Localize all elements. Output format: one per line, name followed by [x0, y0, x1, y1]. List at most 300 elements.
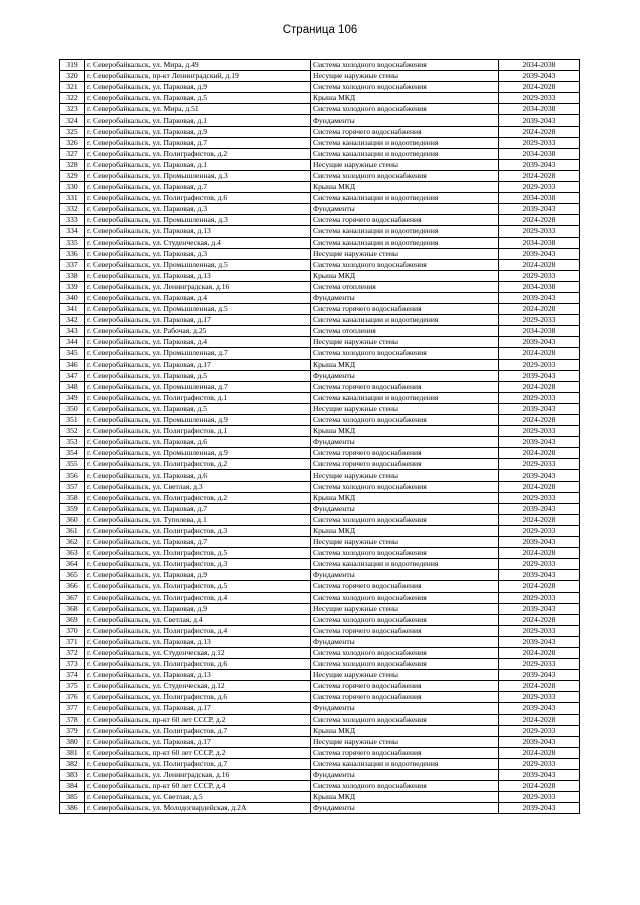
period-cell: 2039-2043	[499, 670, 580, 681]
row-number: 328	[60, 159, 85, 170]
period-cell: 2039-2043	[499, 71, 580, 82]
system-cell: Система холодного водоснабжения	[311, 714, 499, 725]
table-row	[60, 93, 580, 104]
row-number: 383	[60, 770, 85, 781]
address-cell: г. Северобайкальск, ул. Парковая, д.7	[85, 137, 311, 148]
period-cell: 2029-2033	[499, 559, 580, 570]
table-row	[60, 437, 580, 448]
system-cell: Система горячего водоснабжения	[311, 681, 499, 692]
table-row	[60, 636, 580, 647]
period-cell: 2029-2033	[499, 315, 580, 326]
address-cell: г. Северобайкальск, ул. Ленинградская, д.16	[85, 770, 311, 781]
address-cell: г. Северобайкальск, ул. Молодогвардейская, д.2А	[85, 803, 311, 814]
address-cell: г. Северобайкальск, ул. Полиграфистов, д.2	[85, 148, 311, 159]
period-cell: 2034-2038	[499, 148, 580, 159]
system-cell: Система канализации и водоотведения	[311, 226, 499, 237]
row-number: 378	[60, 714, 85, 725]
address-cell: г. Северобайкальск, ул. Полиграфистов, д.2	[85, 459, 311, 470]
address-cell: г. Северобайкальск, пр-кт 60 лет СССР, д.4	[85, 781, 311, 792]
address-cell: г. Северобайкальск, ул. Полиграфистов, д.1	[85, 392, 311, 403]
row-number: 350	[60, 403, 85, 414]
row-number: 366	[60, 581, 85, 592]
system-cell: Система горячего водоснабжения	[311, 747, 499, 758]
period-cell: 2039-2043	[499, 370, 580, 381]
address-cell: г. Северобайкальск, ул. Промышленная, д.3	[85, 215, 311, 226]
table-row	[60, 193, 580, 204]
table-row	[60, 403, 580, 414]
row-number: 359	[60, 503, 85, 514]
table-row	[60, 182, 580, 193]
row-number: 336	[60, 248, 85, 259]
address-cell: г. Северобайкальск, ул. Парковая, д.1	[85, 159, 311, 170]
period-cell: 2039-2043	[499, 115, 580, 126]
address-cell: г. Северобайкальск, ул. Мира, д.51	[85, 104, 311, 115]
system-cell: Система холодного водоснабжения	[311, 592, 499, 603]
table-row	[60, 459, 580, 470]
system-cell: Фундаменты	[311, 437, 499, 448]
table-row	[60, 426, 580, 437]
system-cell: Несущие наружные стены	[311, 537, 499, 548]
table-row	[60, 614, 580, 625]
table-row	[60, 492, 580, 503]
system-cell: Система канализации и водоотведения	[311, 758, 499, 769]
table-row	[60, 170, 580, 181]
row-number: 353	[60, 437, 85, 448]
period-cell: 2024-2028	[499, 514, 580, 525]
row-number: 380	[60, 736, 85, 747]
period-cell: 2029-2033	[499, 137, 580, 148]
address-cell: г. Северобайкальск, ул. Рабочая, д.25	[85, 326, 311, 337]
period-cell: 2024-2028	[499, 126, 580, 137]
period-cell: 2029-2033	[499, 392, 580, 403]
system-cell: Фундаменты	[311, 204, 499, 215]
system-cell: Фундаменты	[311, 115, 499, 126]
row-number: 355	[60, 459, 85, 470]
table-row	[60, 603, 580, 614]
period-cell: 2029-2033	[499, 758, 580, 769]
system-cell: Крыша МКД	[311, 492, 499, 503]
table-row	[60, 392, 580, 403]
system-cell: Система холодного водоснабжения	[311, 481, 499, 492]
address-cell: г. Северобайкальск, ул. Светлая, д.4	[85, 614, 311, 625]
address-cell: г. Северобайкальск, ул. Полиграфистов, д.2	[85, 492, 311, 503]
system-cell: Фундаменты	[311, 292, 499, 303]
system-cell: Система холодного водоснабжения	[311, 415, 499, 426]
row-number: 365	[60, 570, 85, 581]
row-number: 325	[60, 126, 85, 137]
table-row	[60, 803, 580, 814]
address-cell: г. Северобайкальск, ул. Парковая, д.6	[85, 437, 311, 448]
table-body	[60, 60, 580, 814]
address-cell: г. Северобайкальск, ул. Парковая, д.5	[85, 370, 311, 381]
system-cell: Фундаменты	[311, 803, 499, 814]
row-number: 334	[60, 226, 85, 237]
address-cell: г. Северобайкальск, ул. Парковая, д.13	[85, 226, 311, 237]
period-cell: 2024-2028	[499, 170, 580, 181]
address-cell: г. Северобайкальск, ул. Полиграфистов, д.7	[85, 725, 311, 736]
row-number: 333	[60, 215, 85, 226]
system-cell: Фундаменты	[311, 503, 499, 514]
address-cell: г. Северобайкальск, ул. Полиграфистов, д.3	[85, 559, 311, 570]
system-cell: Система канализации и водоотведения	[311, 193, 499, 204]
address-cell: г. Северобайкальск, ул. Промышленная, д.3	[85, 170, 311, 181]
address-cell: г. Северобайкальск, ул. Полиграфистов, д.7	[85, 758, 311, 769]
system-cell: Несущие наружные стены	[311, 603, 499, 614]
row-number: 371	[60, 636, 85, 647]
system-cell: Система отопления	[311, 281, 499, 292]
row-number: 338	[60, 270, 85, 281]
period-cell: 2029-2033	[499, 625, 580, 636]
system-cell: Крыша МКД	[311, 270, 499, 281]
row-number: 348	[60, 381, 85, 392]
row-number: 346	[60, 359, 85, 370]
period-cell: 2029-2033	[499, 359, 580, 370]
period-cell: 2039-2043	[499, 570, 580, 581]
table-row	[60, 226, 580, 237]
system-cell: Система холодного водоснабжения	[311, 104, 499, 115]
address-cell: г. Северобайкальск, ул. Парковая, д.7	[85, 537, 311, 548]
row-number: 337	[60, 259, 85, 270]
address-cell: г. Северобайкальск, ул. Студенческая, д.12	[85, 647, 311, 658]
address-cell: г. Северобайкальск, ул. Парковая, д.7	[85, 503, 311, 514]
row-number: 360	[60, 514, 85, 525]
row-number: 321	[60, 82, 85, 93]
system-cell: Система холодного водоснабжения	[311, 781, 499, 792]
table-row	[60, 237, 580, 248]
row-number: 322	[60, 93, 85, 104]
address-cell: г. Северобайкальск, ул. Парковая, д.5	[85, 93, 311, 104]
table-row	[60, 204, 580, 215]
row-number: 386	[60, 803, 85, 814]
table-row	[60, 725, 580, 736]
row-number: 332	[60, 204, 85, 215]
period-cell: 2039-2043	[499, 636, 580, 647]
address-cell: г. Северобайкальск, ул. Парковая, д.9	[85, 126, 311, 137]
address-cell: г. Северобайкальск, ул. Парковая, д.17	[85, 703, 311, 714]
table-row	[60, 592, 580, 603]
row-number: 319	[60, 60, 85, 71]
period-cell: 2039-2043	[499, 603, 580, 614]
row-number: 329	[60, 170, 85, 181]
table-row	[60, 159, 580, 170]
period-cell: 2024-2028	[499, 681, 580, 692]
table-row	[60, 71, 580, 82]
period-cell: 2039-2043	[499, 248, 580, 259]
period-cell: 2024-2028	[499, 781, 580, 792]
row-number: 324	[60, 115, 85, 126]
table-row	[60, 747, 580, 758]
system-cell: Система холодного водоснабжения	[311, 348, 499, 359]
address-cell: г. Северобайкальск, ул. Парковая, д.6	[85, 470, 311, 481]
period-cell: 2039-2043	[499, 337, 580, 348]
period-cell: 2029-2033	[499, 182, 580, 193]
table-row	[60, 581, 580, 592]
row-number: 373	[60, 659, 85, 670]
table-row	[60, 659, 580, 670]
table-row	[60, 315, 580, 326]
table-row	[60, 215, 580, 226]
address-cell: г. Северобайкальск, ул. Полиграфистов, д.5	[85, 548, 311, 559]
system-cell: Крыша МКД	[311, 359, 499, 370]
address-cell: г. Северобайкальск, ул. Промышленная, д.5	[85, 259, 311, 270]
address-cell: г. Северобайкальск, ул. Светлая, д.3	[85, 481, 311, 492]
system-cell: Крыша МКД	[311, 182, 499, 193]
period-cell: 2039-2043	[499, 736, 580, 747]
page-title: Страница 106	[282, 24, 358, 36]
address-cell: г. Северобайкальск, ул. Промышленная, д.9	[85, 415, 311, 426]
system-cell: Крыша МКД	[311, 93, 499, 104]
system-cell: Система канализации и водоотведения	[311, 315, 499, 326]
address-cell: г. Северобайкальск, ул. Парковая, д.13	[85, 270, 311, 281]
address-cell: г. Северобайкальск, ул. Парковая, д.9	[85, 570, 311, 581]
address-cell: г. Северобайкальск, ул. Студенческая, д.4	[85, 237, 311, 248]
row-number: 327	[60, 148, 85, 159]
period-cell: 2034-2038	[499, 326, 580, 337]
system-cell: Крыша МКД	[311, 725, 499, 736]
address-cell: г. Северобайкальск, ул. Мира, д.49	[85, 60, 311, 71]
table-row	[60, 792, 580, 803]
table-row	[60, 292, 580, 303]
system-cell: Фундаменты	[311, 770, 499, 781]
address-cell: г. Северобайкальск, ул. Парковая, д.13	[85, 636, 311, 647]
period-cell: 2039-2043	[499, 703, 580, 714]
system-cell: Несущие наружные стены	[311, 470, 499, 481]
system-cell: Крыша МКД	[311, 426, 499, 437]
row-number: 339	[60, 281, 85, 292]
address-cell: г. Северобайкальск, пр-кт 60 лет СССР, д.2	[85, 714, 311, 725]
period-cell: 2029-2033	[499, 659, 580, 670]
table-row	[60, 337, 580, 348]
address-cell: г. Северобайкальск, ул. Туполева, д.1	[85, 514, 311, 525]
row-number: 375	[60, 681, 85, 692]
address-cell: г. Северобайкальск, ул. Студенческая, д.12	[85, 681, 311, 692]
table-row	[60, 348, 580, 359]
system-cell: Система горячего водоснабжения	[311, 692, 499, 703]
system-cell: Система горячего водоснабжения	[311, 381, 499, 392]
period-cell: 2024-2028	[499, 304, 580, 315]
system-cell: Крыша МКД	[311, 525, 499, 536]
table-row	[60, 448, 580, 459]
row-number: 345	[60, 348, 85, 359]
system-cell: Несущие наружные стены	[311, 248, 499, 259]
address-cell: г. Северобайкальск, ул. Парковая, д.3	[85, 204, 311, 215]
row-number: 370	[60, 625, 85, 636]
table-row	[60, 270, 580, 281]
repair-schedule-table	[59, 59, 580, 814]
address-cell: г. Северобайкальск, ул. Промышленная, д.9	[85, 448, 311, 459]
row-number: 385	[60, 792, 85, 803]
system-cell: Система холодного водоснабжения	[311, 259, 499, 270]
period-cell: 2029-2033	[499, 93, 580, 104]
table-row	[60, 60, 580, 71]
system-cell: Система канализации и водоотведения	[311, 148, 499, 159]
period-cell: 2034-2038	[499, 281, 580, 292]
system-cell: Система холодного водоснабжения	[311, 514, 499, 525]
address-cell: г. Северобайкальск, ул. Полиграфистов, д.4	[85, 625, 311, 636]
period-cell: 2039-2043	[499, 403, 580, 414]
table-row	[60, 681, 580, 692]
table-row	[60, 248, 580, 259]
row-number: 358	[60, 492, 85, 503]
address-cell: г. Северобайкальск, ул. Парковая, д.9	[85, 603, 311, 614]
table-row	[60, 736, 580, 747]
system-cell: Система холодного водоснабжения	[311, 170, 499, 181]
table-row	[60, 714, 580, 725]
address-cell: г. Северобайкальск, ул. Парковая, д.3	[85, 248, 311, 259]
system-cell: Система горячего водоснабжения	[311, 581, 499, 592]
row-number: 361	[60, 525, 85, 536]
system-cell: Система горячего водоснабжения	[311, 459, 499, 470]
row-number: 347	[60, 370, 85, 381]
row-number: 349	[60, 392, 85, 403]
row-number: 377	[60, 703, 85, 714]
period-cell: 2024-2028	[499, 381, 580, 392]
address-cell: г. Северобайкальск, ул. Полиграфистов, д.6	[85, 692, 311, 703]
address-cell: г. Северобайкальск, ул. Полиграфистов, д.5	[85, 581, 311, 592]
address-cell: г. Северобайкальск, пр-кт 60 лет СССР, д.2	[85, 747, 311, 758]
system-cell: Система канализации и водоотведения	[311, 237, 499, 248]
row-number: 340	[60, 292, 85, 303]
row-number: 356	[60, 470, 85, 481]
period-cell: 2029-2033	[499, 226, 580, 237]
table-row	[60, 137, 580, 148]
system-cell: Система канализации и водоотведения	[311, 137, 499, 148]
system-cell: Система холодного водоснабжения	[311, 82, 499, 93]
row-number: 381	[60, 747, 85, 758]
system-cell: Несущие наружные стены	[311, 736, 499, 747]
period-cell: 2029-2033	[499, 792, 580, 803]
row-number: 362	[60, 537, 85, 548]
period-cell: 2034-2038	[499, 60, 580, 71]
table-row	[60, 104, 580, 115]
table-row	[60, 758, 580, 769]
system-cell: Система канализации и водоотведения	[311, 392, 499, 403]
period-cell: 2039-2043	[499, 503, 580, 514]
period-cell: 2024-2028	[499, 259, 580, 270]
system-cell: Несущие наружные стены	[311, 337, 499, 348]
period-cell: 2024-2028	[499, 747, 580, 758]
system-cell: Несущие наружные стены	[311, 670, 499, 681]
table-row	[60, 259, 580, 270]
period-cell: 2039-2043	[499, 803, 580, 814]
address-cell: г. Северобайкальск, ул. Парковая, д.17	[85, 359, 311, 370]
address-cell: г. Северобайкальск, ул. Полиграфистов, д.6	[85, 659, 311, 670]
system-cell: Фундаменты	[311, 703, 499, 714]
system-cell: Фундаменты	[311, 570, 499, 581]
address-cell: г. Северобайкальск, ул. Парковая, д.9	[85, 82, 311, 93]
table-row	[60, 304, 580, 315]
row-number: 382	[60, 758, 85, 769]
table-row	[60, 559, 580, 570]
table-row	[60, 126, 580, 137]
period-cell: 2034-2038	[499, 237, 580, 248]
table-row	[60, 415, 580, 426]
period-cell: 2024-2028	[499, 481, 580, 492]
row-number: 351	[60, 415, 85, 426]
table-row	[60, 470, 580, 481]
table-row	[60, 548, 580, 559]
row-number: 343	[60, 326, 85, 337]
row-number: 341	[60, 304, 85, 315]
period-cell: 2039-2043	[499, 470, 580, 481]
row-number: 376	[60, 692, 85, 703]
period-cell: 2024-2028	[499, 348, 580, 359]
row-number: 352	[60, 426, 85, 437]
address-cell: г. Северобайкальск, ул. Промышленная, д.7	[85, 381, 311, 392]
row-number: 320	[60, 71, 85, 82]
system-cell: Система горячего водоснабжения	[311, 448, 499, 459]
address-cell: г. Северобайкальск, ул. Светлая, д.5	[85, 792, 311, 803]
system-cell: Система горячего водоснабжения	[311, 304, 499, 315]
period-cell: 2024-2028	[499, 581, 580, 592]
table-row	[60, 781, 580, 792]
row-number: 368	[60, 603, 85, 614]
table-row	[60, 770, 580, 781]
period-cell: 2029-2033	[499, 692, 580, 703]
address-cell: г. Северобайкальск, ул. Парковая, д.5	[85, 403, 311, 414]
system-cell: Система холодного водоснабжения	[311, 647, 499, 658]
table-row	[60, 115, 580, 126]
table-row	[60, 82, 580, 93]
address-cell: г. Северобайкальск, ул. Парковая, д.17	[85, 736, 311, 747]
system-cell: Система холодного водоснабжения	[311, 548, 499, 559]
period-cell: 2034-2038	[499, 193, 580, 204]
period-cell: 2034-2038	[499, 104, 580, 115]
period-cell: 2039-2043	[499, 292, 580, 303]
system-cell: Фундаменты	[311, 636, 499, 647]
row-number: 374	[60, 670, 85, 681]
period-cell: 2029-2033	[499, 492, 580, 503]
address-cell: г. Северобайкальск, ул. Промышленная, д.5	[85, 304, 311, 315]
period-cell: 2039-2043	[499, 159, 580, 170]
table-row	[60, 503, 580, 514]
period-cell: 2029-2033	[499, 725, 580, 736]
table-row	[60, 148, 580, 159]
system-cell: Система канализации и водоотведения	[311, 559, 499, 570]
table-row	[60, 514, 580, 525]
address-cell: г. Северобайкальск, ул. Полиграфистов, д.4	[85, 592, 311, 603]
system-cell: Крыша МКД	[311, 792, 499, 803]
period-cell: 2024-2028	[499, 82, 580, 93]
address-cell: г. Северобайкальск, ул. Полиграфистов, д.6	[85, 193, 311, 204]
address-cell: г. Северобайкальск, ул. Полиграфистов, д.1	[85, 426, 311, 437]
period-cell: 2039-2043	[499, 437, 580, 448]
period-cell: 2029-2033	[499, 270, 580, 281]
row-number: 367	[60, 592, 85, 603]
system-cell: Система отопления	[311, 326, 499, 337]
table-row	[60, 525, 580, 536]
table-row	[60, 647, 580, 658]
period-cell: 2029-2033	[499, 426, 580, 437]
address-cell: г. Северобайкальск, ул. Парковая, д.4	[85, 292, 311, 303]
row-number: 384	[60, 781, 85, 792]
period-cell: 2024-2028	[499, 548, 580, 559]
system-cell: Несущие наружные стены	[311, 403, 499, 414]
system-cell: Система холодного водоснабжения	[311, 614, 499, 625]
row-number: 379	[60, 725, 85, 736]
system-cell: Несущие наружные стены	[311, 159, 499, 170]
system-cell: Система холодного водоснабжения	[311, 659, 499, 670]
table-row	[60, 537, 580, 548]
table-row	[60, 692, 580, 703]
table-row	[60, 703, 580, 714]
table-row	[60, 281, 580, 292]
table-row	[60, 625, 580, 636]
row-number: 331	[60, 193, 85, 204]
row-number: 330	[60, 182, 85, 193]
row-number: 342	[60, 315, 85, 326]
address-cell: г. Северобайкальск, ул. Парковая, д.1	[85, 115, 311, 126]
